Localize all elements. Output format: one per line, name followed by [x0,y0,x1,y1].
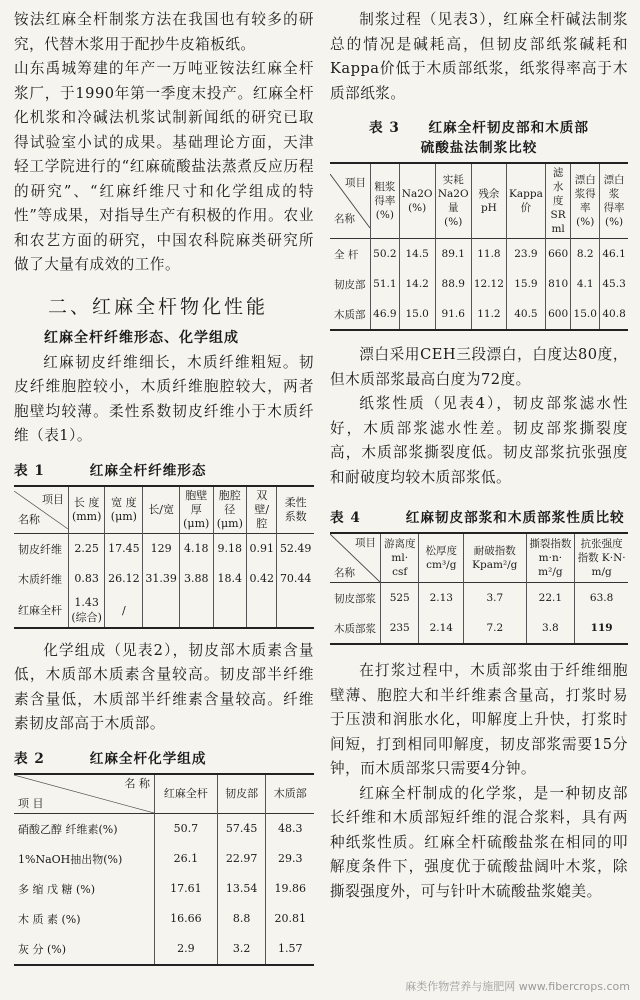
table-cell: 17.45 [105,533,143,564]
table1-caption [14,459,314,479]
table-row [14,934,314,965]
table-row [14,813,314,844]
table-cell: 18.4 [213,564,247,594]
row-label: 韧皮部 [334,278,366,291]
row-label: 1%NaOH抽出物(%) [18,852,123,866]
table-cell: 235 [381,613,419,644]
right-column [330,8,628,904]
table-cell: 0.83 [69,564,105,594]
table-cell [247,594,277,628]
table1-header: 双壁/腔 [247,486,277,534]
table-cell [213,594,247,628]
table3-header: 漂白 浆得 率(%) [571,163,600,239]
table3-header: 实耗 Na2O 量 (%) [435,163,471,239]
table-cell: 525 [381,583,419,614]
table2-header: 木质部 [266,774,314,814]
table-row [14,904,314,934]
left-paragraph-2: 山东禹城筹建的年产一万吨亚铵法红麻全杆浆厂，于1990年第一季度末投产。红麻全杆化机浆和冷碱法机浆试制新闻纸的研究已取得试验室小试的成果。基础理论方面，天津轻工学院进行的“红麻硫酸盐法蒸煮反应历程的研究”、“红麻纤维尺寸和化学组成的特性”等成果，对指导生产有积极的作用。农业和农艺方面的研究，中国农科院麻类研究所做了大量有成效的工作。 [14,60,314,273]
table4-header: 松厚度 cm³/g [419,533,464,583]
table-cell: 48.3 [266,813,314,844]
row-label: 木质纤维 [18,572,62,586]
table-cell: 810 [545,269,570,299]
row-label: 硝酸乙醇 纤维素(%) [18,822,118,836]
table-cell: 129 [143,533,180,564]
table2-corner [14,774,155,814]
table-cell: 17.61 [155,874,218,904]
left-paragraph-3: 红麻韧皮纤维细长，木质纤维粗短。韧皮纤维胞腔较小，木质纤维胞腔较大，两者胞壁均较薄。柔性系数韧皮纤维小于木质纤维（表1）。 [14,353,314,444]
table3-header: Na2O (%) [399,163,435,239]
table-cell: 15.9 [506,269,545,299]
table2-number: 表 2 [14,750,45,767]
left-paragraph-1: 铵法红麻全杆制浆方法在我国也有较多的研究，代替木浆用于配抄牛皮箱板纸。 [14,11,314,53]
table-cell: 15.0 [571,299,600,330]
table4-caption [330,506,628,526]
table-cell: 91.6 [435,299,471,330]
table-cell: 12.12 [471,269,506,299]
table-cell: 51.1 [371,269,400,299]
table-row [330,613,628,644]
table-row [330,299,628,330]
table-cell: 3.88 [179,564,213,594]
table1-header: 胞腔径 (μm) [213,486,247,534]
table1-title: 红麻全杆纤维形态 [89,462,207,479]
table3-corner [330,163,371,239]
table-row [14,844,314,874]
table2-title: 红麻全杆化学组成 [89,750,207,767]
table-cell: 2.9 [155,934,218,965]
table3-title: 红麻全杆韧皮部和木质部 [428,120,589,136]
table-row [14,594,314,628]
table-row [14,874,314,904]
table1-header: 长 度 (mm) [69,486,105,534]
table-cell: 3.7 [464,583,526,614]
right-paragraph-3: 纸浆性质（见表4），韧皮部浆滤水性好，木质部浆滤水性差。韧皮部浆撕裂度高，木质部浆撕裂度低。韧皮部浆抗张强度和耐破度均较木质部浆低。 [330,395,628,486]
table-cell: 16.66 [155,904,218,934]
table-cell: 22.97 [217,844,266,874]
table-cell: 50.2 [371,239,400,270]
table-cell: 2.13 [419,583,464,614]
table-cell: 660 [545,239,570,270]
table1-number: 表 1 [14,462,45,479]
table3-header: 滤水 度 SR ml [545,163,570,239]
row-label: 木 质 素 (%) [18,912,81,926]
right-paragraph-2: 漂白采用CEH三段漂白，白度达80度，但木质部浆最高白度为72度。 [330,346,628,388]
table-cell: 14.2 [399,269,435,299]
table-cell: 26.1 [155,844,218,874]
table-cell: 13.54 [217,874,266,904]
table4-pulp-properties [330,532,628,645]
table-cell: 2.14 [419,613,464,644]
table3-number: 表 3 [369,120,400,136]
table-cell: 23.9 [506,239,545,270]
table-cell: 1.57 [266,934,314,965]
row-label: 韧皮纤维 [18,542,62,556]
table-cell: 63.8 [575,583,628,614]
table1-header: 柔性 系数 [277,486,314,534]
row-label: 灰 分 (%) [18,942,67,956]
table-row [14,564,314,594]
table-cell [179,594,213,628]
table-cell: 26.12 [105,564,143,594]
table-cell: 89.1 [435,239,471,270]
table4-header: 抗张强度 指数 K·N· m/g [575,533,628,583]
table-cell: 22.1 [526,583,575,614]
table4-header: 耐破指数 Kpam²/g [464,533,526,583]
section-title: 二、红麻全杆物化性能 [48,295,269,318]
table4-number: 表 4 [330,510,361,526]
table-cell: 29.3 [266,844,314,874]
table3-header: 漂白浆 得率 (%) [600,163,628,239]
row-label: 韧皮部浆 [334,592,376,605]
table-cell: 1.43 (综合) [69,594,105,628]
table-cell: 20.81 [266,904,314,934]
table-cell: 3.8 [526,613,575,644]
table-cell: 0.42 [247,564,277,594]
table-cell: 31.39 [143,564,180,594]
table-cell: 600 [545,299,570,330]
table1-header: 长/宽 [143,486,180,534]
table-cell: 8.2 [571,239,600,270]
table-cell: 0.91 [247,533,277,564]
table2-corner-bottom: 项 目 [18,796,44,810]
table3-pulping-comparison [330,162,628,331]
right-paragraph-5: 红麻全杆制成的化学浆，是一种韧皮部长纤维和木质部短纤维的混合浆料，具有两种纸浆性质。红麻全杆硫酸盐浆在相同的叩解度条件下，强度优于硫酸盐阔叶木浆，除撕裂强度外，可与针叶木硫酸盐浆媲美。 [330,784,628,900]
table-cell: 3.2 [217,934,266,965]
table-cell [143,594,180,628]
table-cell: 45.3 [600,269,628,299]
table3-caption [330,116,628,156]
table-cell: 88.9 [435,269,471,299]
table-cell: 40.5 [506,299,545,330]
table1-header: 宽 度 (μm) [105,486,143,534]
table3-corner-bottom: 名称 [334,213,355,225]
table-cell: 40.8 [600,299,628,330]
table4-corner [330,533,381,583]
table-cell: 15.0 [399,299,435,330]
row-label: 木质部浆 [334,622,376,635]
table-cell: 4.1 [571,269,600,299]
table-cell: 52.49 [277,533,314,564]
row-label: 木质部 [334,308,366,321]
table-cell: / [105,594,143,628]
table3-header: 粗浆 得率 (%) [371,163,400,239]
table4-title: 红麻韧皮部浆和木质部浆性质比较 [405,510,625,526]
right-paragraph-4: 在打浆过程中，木质部浆由于纤维细胞壁薄、胞腔大和半纤维素含量高，打浆时易于压溃和润胀水化，叩解度上升快，打浆时间短，打到相同叩解度，韧皮部浆需要15分钟，而木质部浆只需要4分钟。 [330,662,628,777]
table-cell: 19.86 [266,874,314,904]
table2-header: 红麻全杆 [155,774,218,814]
table2-caption [14,747,314,767]
table2-header: 韧皮部 [217,774,266,814]
table-cell: 11.2 [471,299,506,330]
left-paragraph-4: 化学组成（见表2），韧皮部木质素含量低，木质部木质素含量较高。韧皮部半纤维素含量低，木质部半纤维素含量较高。纤维素韧皮部高于木质部。 [14,641,314,732]
table1-corner-top: 项目 [42,492,64,506]
table-row [14,533,314,564]
table-cell: 50.7 [155,813,218,844]
table-row [330,239,628,270]
table1-header: 胞壁厚 (μm) [179,486,213,534]
row-label: 全 杆 [334,248,359,261]
table1-fiber-morphology [14,485,314,629]
row-label: 红麻全杆 [18,604,62,617]
watermark: 麻类作物营养与施肥网 www.fibercrops.com [405,980,630,993]
table2-corner-top: 名 称 [124,776,150,790]
row-label: 多 缩 戊 糖 (%) [18,882,96,896]
table3-title-line2: 硫酸盐法制浆比较 [420,140,538,156]
table-cell: 9.18 [213,533,247,564]
table-cell [277,594,314,628]
table1-corner-bottom: 名称 [18,512,40,526]
table-cell: 46.1 [600,239,628,270]
subsection-title: 红麻全杆纤维形态、化学组成 [44,329,239,346]
table1-corner [14,486,69,534]
table-cell: 11.8 [471,239,506,270]
table4-corner-top: 项目 [355,537,376,549]
right-paragraph-1: 制浆过程（见表3），红麻全杆碱法制浆总的情况是碱耗高，但韧皮部纸浆碱耗和Kappa价低于木质部纸浆，纸浆得率高于木质部纸浆。 [330,11,628,102]
table-cell: 2.25 [69,533,105,564]
table-cell: 7.2 [464,613,526,644]
table2-chemical-composition [14,773,314,966]
table-cell: 14.5 [399,239,435,270]
table-cell: 70.44 [277,564,314,594]
table3-header: Kappa 价 [506,163,545,239]
table-cell: 4.18 [179,533,213,564]
table4-corner-bottom: 名称 [334,567,355,579]
table4-header: 撕裂指数 m·n· m²/g [526,533,575,583]
table3-header: 残余 pH [471,163,506,239]
table-row [330,269,628,299]
table-row [330,583,628,614]
table-cell: 119 [575,613,628,644]
table-cell: 8.8 [217,904,266,934]
table3-corner-top: 项目 [345,177,366,189]
left-column [14,8,314,966]
table-cell: 46.9 [371,299,400,330]
table-cell: 57.45 [217,813,266,844]
table4-header: 游离度 ml· csf [381,533,419,583]
